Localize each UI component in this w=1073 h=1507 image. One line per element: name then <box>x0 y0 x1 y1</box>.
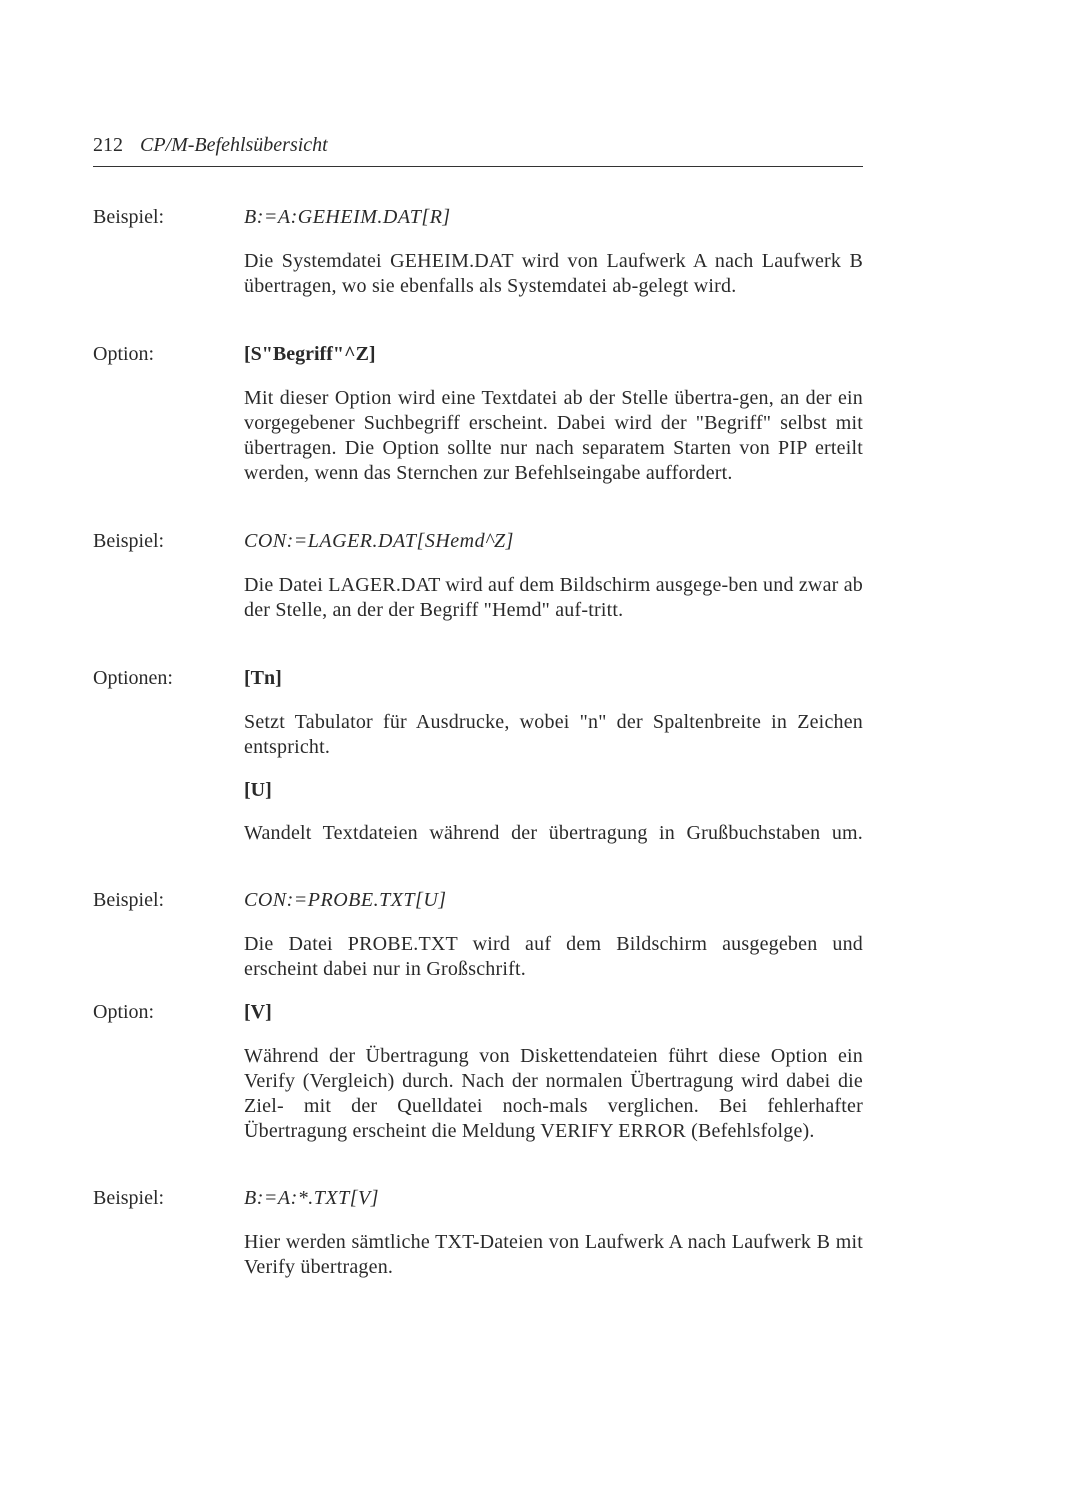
entry-command: [U] <box>244 779 272 801</box>
entry-description: Wandelt Textdateien während der übertragung in Grußbuchstaben um. <box>244 822 863 844</box>
entry-description: Während der Übertragung von Diskettendateien führt diese Option ein Verify (Vergleich) durch. Nach der normalen Übertragung wird dabei die Ziel- mit der Quelldatei noch-mals verglichen. Bei fehlerhafter Übertragung erscheint die Meldung VERIFY ERROR (Befehlsfolge). <box>244 1045 863 1142</box>
entry-label: Option: <box>93 1001 155 1023</box>
entry-command: CON:=PROBE.TXT[U] <box>244 889 447 911</box>
entry-description: Die Datei LAGER.DAT wird auf dem Bildschirm ausgege-ben und zwar ab der Stelle, an der der Begriff "Hemd" auf-tritt. <box>244 574 863 621</box>
entry-label: Option: <box>93 343 155 365</box>
entry-description: Die Datei PROBE.TXT wird auf dem Bildschirm ausgegeben und erscheint dabei nur in Großschrift. <box>244 933 863 980</box>
entry-label: Optionen: <box>93 667 173 689</box>
entry-description: Hier werden sämtliche TXT-Dateien von Laufwerk A nach Laufwerk B mit Verify übertragen. <box>244 1231 863 1278</box>
entry-label: Beispiel: <box>93 1187 165 1209</box>
entry-command: B:=A:GEHEIM.DAT[R] <box>244 206 451 228</box>
entry-command: [S"Begriff"^Z] <box>244 343 376 365</box>
entry-command: B:=A:*.TXT[V] <box>244 1187 379 1209</box>
running-header <box>93 130 863 160</box>
entry-command: [Tn] <box>244 667 282 689</box>
entry-description: Mit dieser Option wird eine Textdatei ab der Stelle übertra-gen, an der ein vorgegebener Suchbegriff erscheint. Dabei wird der "Begriff" selbst mit übertragen. Die Option sollte nur nach separatem Starten von PIP erteilt werden, wenn das Sternchen zur Befehlseingabe auffordert. <box>244 387 863 484</box>
chapter-title: CP/M-Befehlsübersicht <box>140 134 328 156</box>
entry-command: CON:=LAGER.DAT[SHemd^Z] <box>244 530 514 552</box>
entry-description: Setzt Tabulator für Ausdrucke, wobei "n" der Spaltenbreite in Zeichen entspricht. <box>244 711 863 758</box>
entry-label: Beispiel: <box>93 206 165 228</box>
entry-command: [V] <box>244 1001 272 1023</box>
header-rule <box>93 166 863 167</box>
entry-label: Beispiel: <box>93 889 165 911</box>
page-number: 212 <box>93 134 123 156</box>
entry-label: Beispiel: <box>93 530 165 552</box>
entry-description: Die Systemdatei GEHEIM.DAT wird von Laufwerk A nach Laufwerk B übertragen, wo sie ebenfalls als Systemdatei ab-gelegt wird. <box>244 250 863 297</box>
